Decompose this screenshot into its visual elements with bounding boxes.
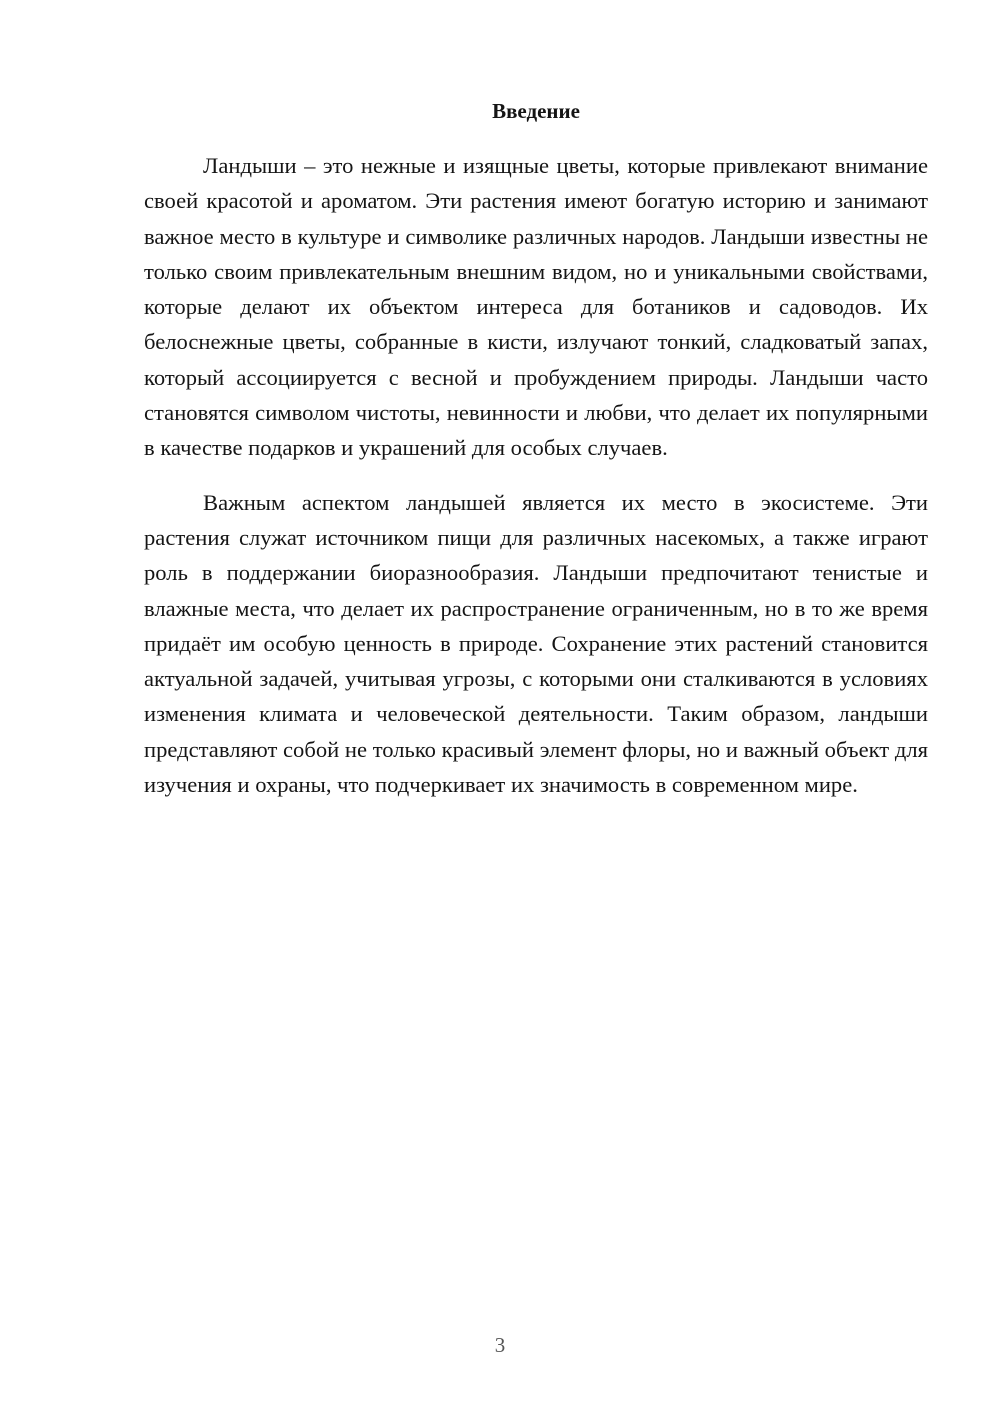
section-heading: Введение: [492, 99, 580, 123]
page-number: 3: [494, 1333, 506, 1357]
page-body: [144, 94, 928, 802]
paragraph-intro: Ландыши – это нежные и изящные цветы, которые привлекают внимание своей красотой и ароматом. Эти растения имеют богатую историю и занимают важное место в культуре и символике различных народов. Ландыши известны не только своим привлекательным внешним видом, но и уникальными свойствами, которые делают их объектом интереса для ботаников и садоводов. Их белоснежные цветы, собранные в кисти, излучают тонкий, сладковатый запах, который ассоциируется с весной и пробуждением природы. Ландыши часто становятся символом чистоты, невинности и любви, что делает их популярными в качестве подарков и украшений для особых случаев.: [144, 153, 928, 461]
paragraph-ecosystem: Важным аспектом ландышей является их место в экосистеме. Эти растения служат источником пищи для различных насекомых, а также играют роль в поддержании биоразнообразия. Ландыши предпочитают тенистые и влажные места, что делает их распространение ограниченным, но в то же время придаёт им особую ценность в природе. Сохранение этих растений становится актуальной задачей, учитывая угрозы, с которыми они сталкиваются в условиях изменения климата и человеческой деятельности. Таким образом, ландыши представляют собой не только красивый элемент флоры, но и важный объект для изучения и охраны, что подчеркивает их значимость в современном мире.: [144, 489, 928, 798]
